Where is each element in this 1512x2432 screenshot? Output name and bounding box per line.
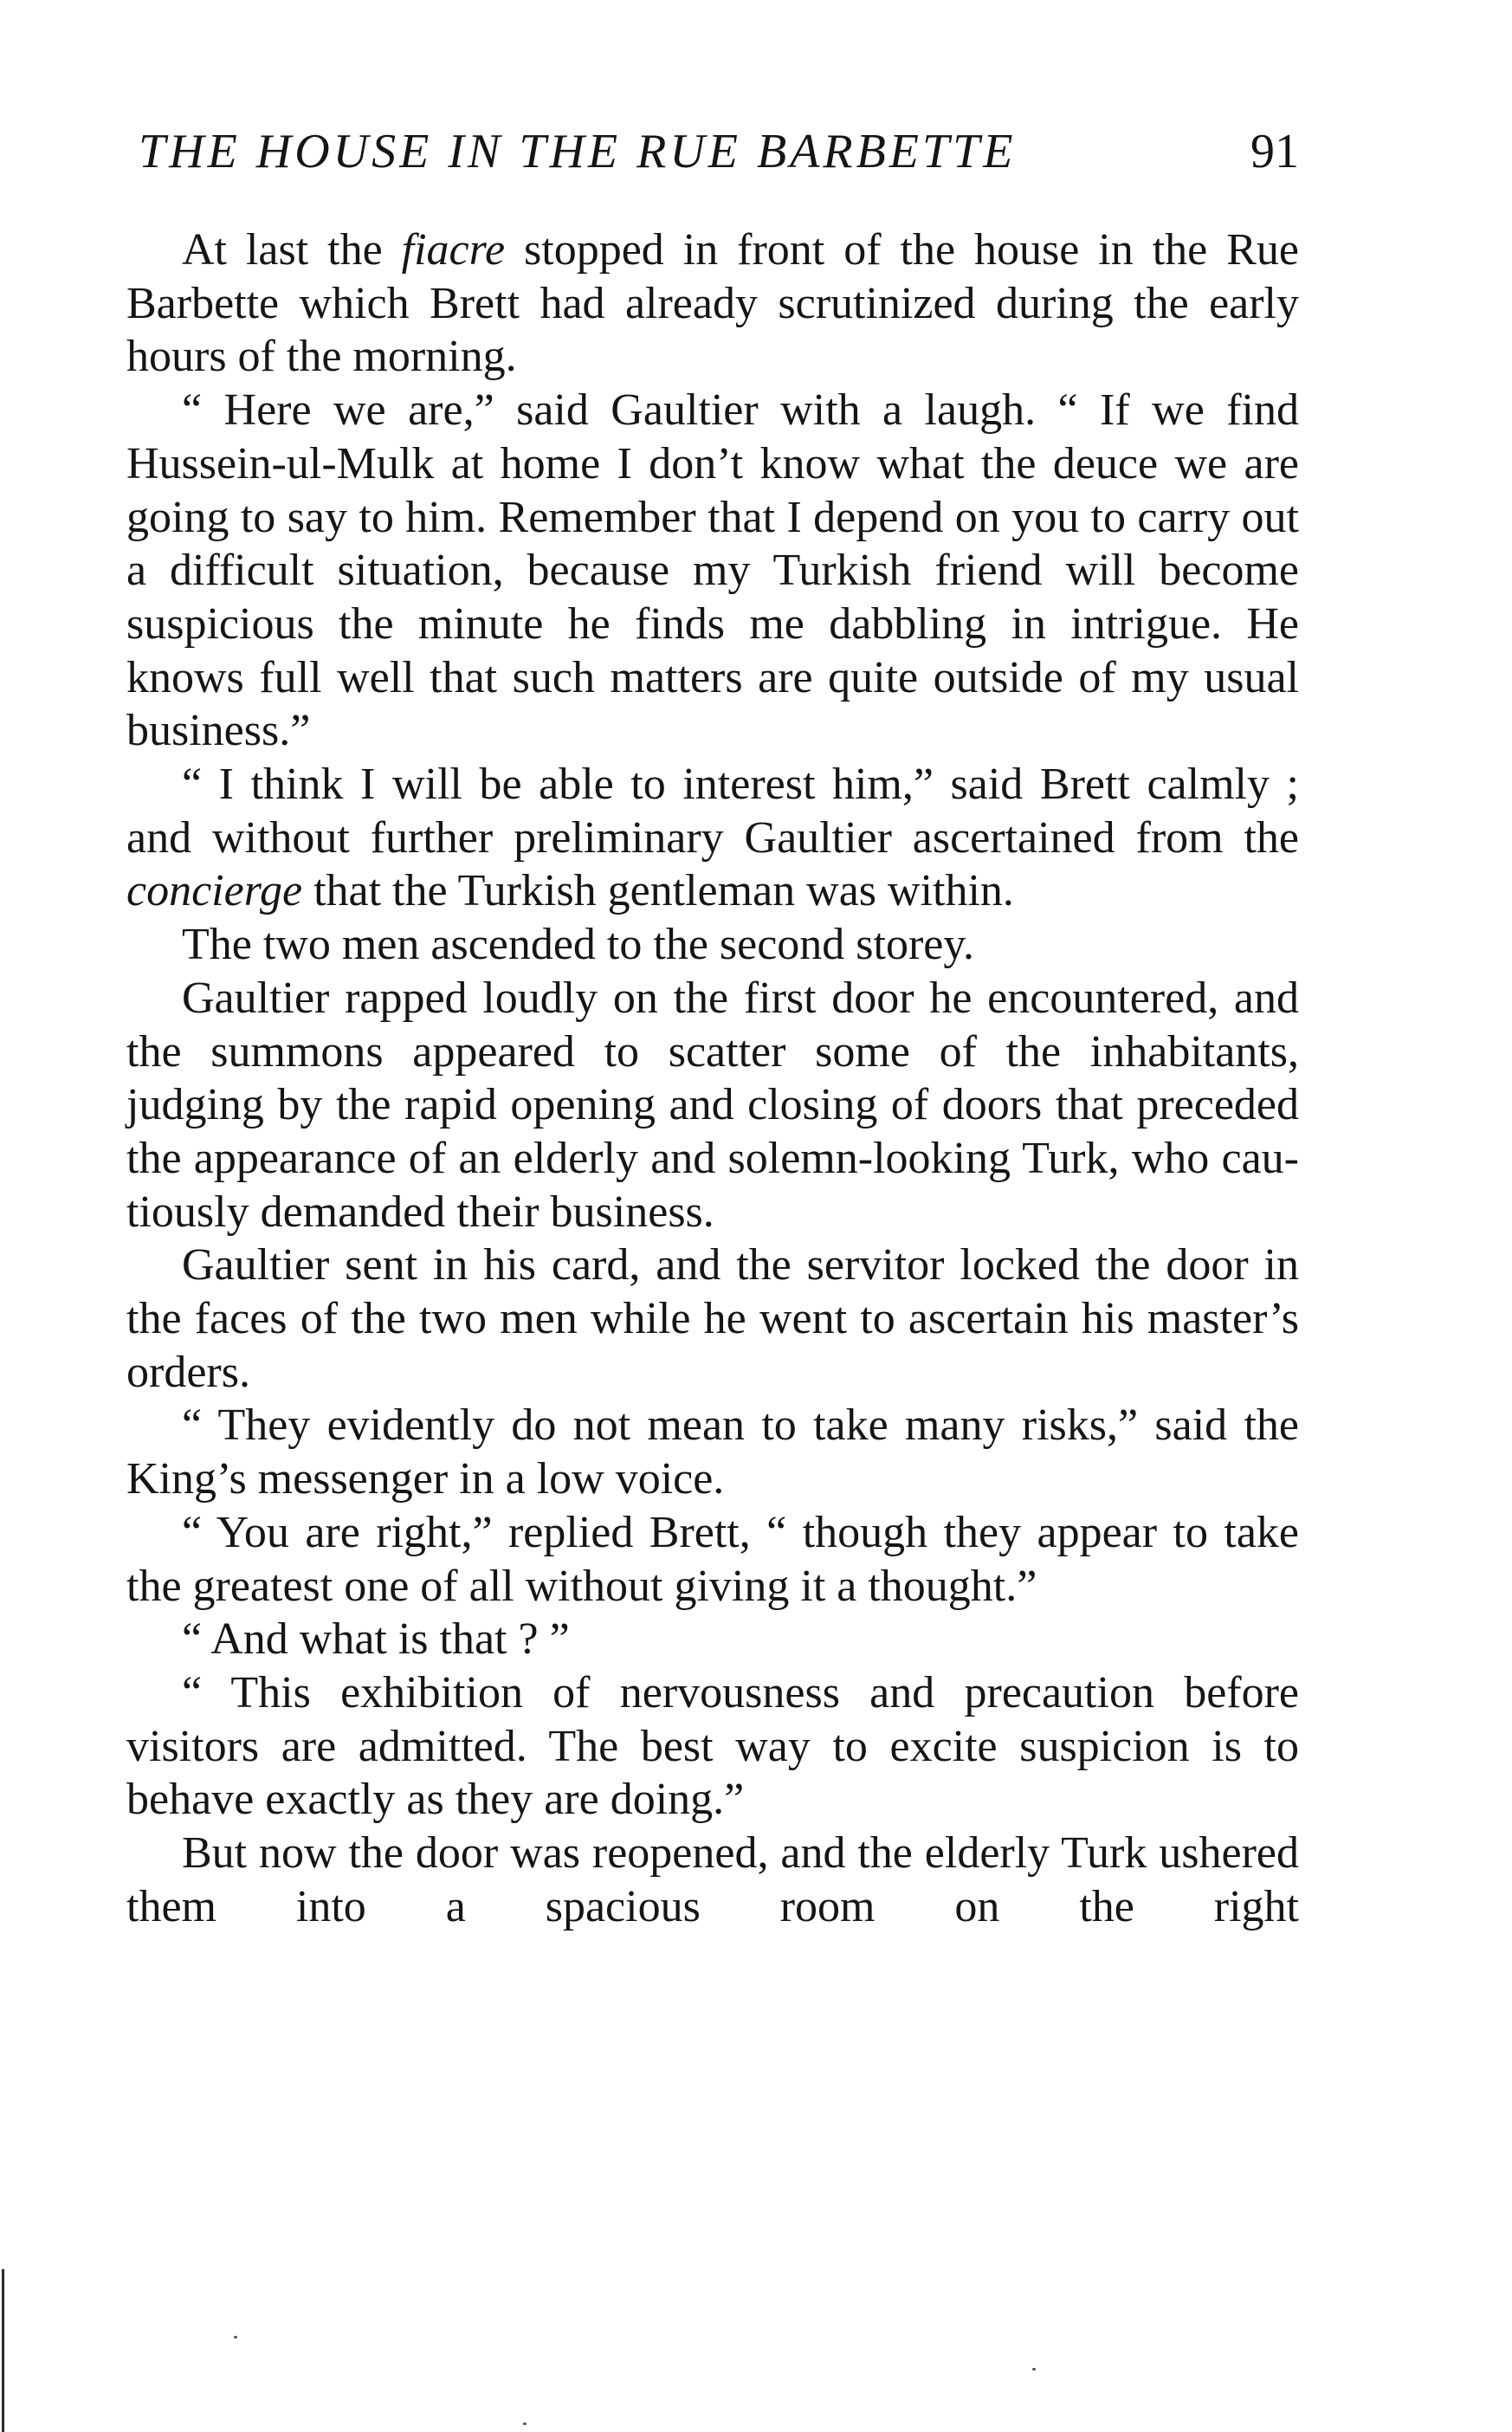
text-run: Gaultier rapped loudly on the first door he encountered, and the summons appeared to scatter some of the inhabitants, judging by the rapid opening and closing of doors that preceded the appearance of an elderly and solemn-looking Turk, who cautiously demanded their business. [126, 973, 1299, 1237]
text-run: “ This exhibition of nervousness and precaution before visitors are admitted. The best way to excite suspicion is to behave exactly as they are doing.” [126, 1667, 1299, 1825]
scan-speck [523, 2422, 527, 2425]
paragraph [126, 1239, 1299, 1399]
running-title: THE HOUSE IN THE RUE BARBETTE [139, 125, 1017, 178]
paragraph [126, 223, 1299, 384]
paragraph [126, 1666, 1299, 1827]
italic-text: fiacre [401, 225, 506, 275]
text-run: stopped in front of the house in the Rue Barbette which Brett had already scrutinized during the early hours of the morning. [126, 225, 1299, 382]
text-run: Gaultier sent in his card, and the servitor locked the door in the faces of the two men while he went to ascertain his master’s orders. [126, 1240, 1299, 1397]
scan-speck [1032, 2368, 1036, 2371]
paragraph [126, 1399, 1299, 1505]
text-run: At last the [182, 225, 402, 275]
paragraph [126, 1613, 1299, 1666]
scan-speck [234, 2336, 237, 2338]
text-run: “ And what is that ? ” [182, 1614, 570, 1665]
paragraph [126, 918, 1299, 972]
scan-edge-line [2, 2269, 4, 2432]
paragraph [126, 1506, 1299, 1613]
text-run: The two men ascended to the second storey. [182, 920, 975, 970]
text-run: that the Turkish gentleman was within. [302, 866, 1014, 916]
page-header [139, 121, 1299, 182]
text-run: But now the door was reopened, and the elderly Turk ushered them into a spacious room on the right [126, 1828, 1299, 1931]
paragraph [126, 384, 1299, 758]
text-run: “ Here we are,” said Gaultier with a laugh. “ If we find Hussein-ul-Mulk at home I don’t know what the deuce we are going to say to him. Remember that I depend on you to carry out a difficult situation, because my Turkish friend will become suspicious the minute he finds me dabbling in intrigue. He knows full well that such matters are quite outside of my usual business.” [126, 385, 1299, 756]
body-text [126, 223, 1299, 1934]
italic-text: concierge [126, 866, 303, 916]
text-run: “ They evidently do not mean to take many risks,” said the King’s messenger in a low voice. [126, 1400, 1299, 1504]
text-run: “ You are right,” replied Brett, “ though they appear to take the greatest one of all without giving it a thought.” [126, 1507, 1299, 1611]
paragraph [126, 972, 1299, 1239]
paragraph [126, 758, 1299, 918]
text-run: “ I think I will be able to interest him,” said Brett calmly ; and without further preliminary Gaultier ascertained from the [126, 760, 1299, 863]
paragraph [126, 1827, 1299, 1933]
page-number: 91 [1250, 125, 1299, 178]
